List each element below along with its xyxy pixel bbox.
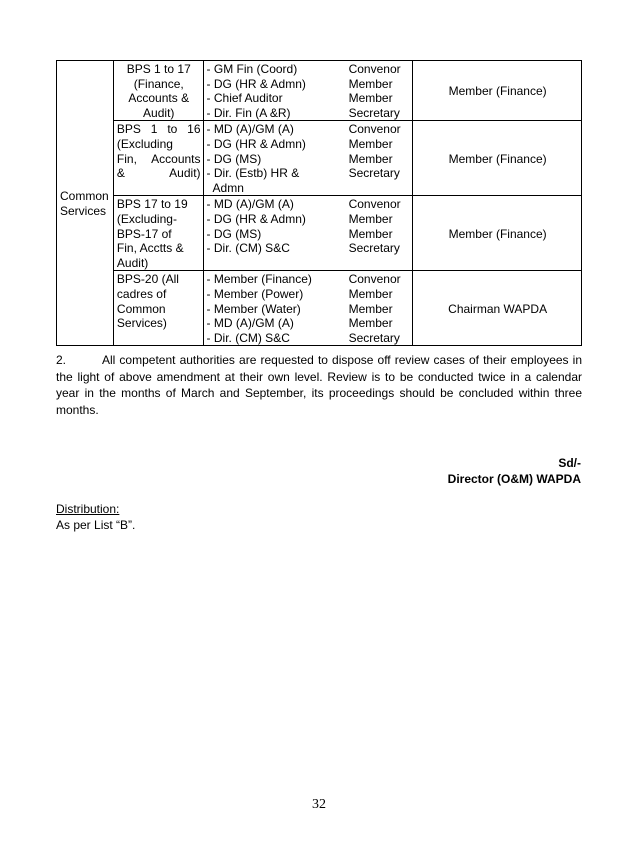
approver-cell: Member (Finance) xyxy=(413,61,582,121)
grade-line: BPS-17 of xyxy=(116,226,172,241)
review-committee-table xyxy=(56,60,582,346)
role-line: Secretary xyxy=(348,241,400,256)
grade-line: BPS 17 to 19 xyxy=(116,197,188,212)
role-line: Convenor xyxy=(348,62,401,76)
paragraph-number: 2. xyxy=(56,353,67,367)
grade-line: Audit) xyxy=(143,105,175,120)
role-line: Member xyxy=(348,76,393,91)
member-line: - DG (MS) xyxy=(206,226,262,241)
grade-line: & Audit) xyxy=(116,166,201,181)
approver-cell: Member (Finance) xyxy=(413,196,582,271)
members-cell xyxy=(203,271,346,346)
member-line: - Dir. (Estb) HR & xyxy=(206,166,300,181)
grade-line: BPS 1 to 16 xyxy=(116,122,201,137)
members-cell xyxy=(203,121,346,196)
role-line: Convenor xyxy=(348,272,401,287)
grade-cell xyxy=(113,271,203,346)
member-line: - Member (Water) xyxy=(206,301,301,316)
role-line: Secretary xyxy=(348,166,400,181)
table-row xyxy=(57,61,582,121)
member-line: - DG (MS) xyxy=(206,151,262,166)
group-label-line: Common xyxy=(60,189,109,204)
members-cell xyxy=(203,61,346,121)
sd-mark: Sd/- xyxy=(558,456,581,470)
role-line: Member xyxy=(348,301,393,316)
page-number: 32 xyxy=(312,797,326,812)
distribution-text: As per List “B”. xyxy=(56,518,136,532)
grade-line: Common xyxy=(116,301,166,316)
role-line: Member xyxy=(348,211,393,226)
grade-line: Services) xyxy=(116,316,167,331)
table-row xyxy=(57,271,582,346)
role-line: Member xyxy=(348,151,393,166)
grade-line: Fin, Accounts xyxy=(116,151,201,166)
member-line: - Member (Finance) xyxy=(206,272,312,287)
grade-line: (Finance, xyxy=(133,76,184,91)
grade-line: cadres of xyxy=(116,286,167,301)
member-line: - Member (Power) xyxy=(206,286,304,301)
grade-cell xyxy=(113,121,203,196)
approver-cell: Member (Finance) xyxy=(413,121,582,196)
role-line: Member xyxy=(348,316,393,331)
table-row xyxy=(57,121,582,196)
member-line: - MD (A)/GM (A) xyxy=(206,197,294,212)
member-line: Admn xyxy=(206,180,244,195)
role-line: Convenor xyxy=(348,122,401,137)
role-line: Member xyxy=(348,91,393,106)
role-line: Secretary xyxy=(348,330,400,345)
grade-line: Fin, Acctts & xyxy=(116,241,184,256)
member-line: - MD (A)/GM (A) xyxy=(206,316,294,331)
paragraph-text: All competent authorities are requested to dispose off review cases of their employees in the light of above amendment at their own level. Review is to be conducted twice in a calendar year in the months of March and September, its proceedings should be concluded within three months. xyxy=(56,353,582,417)
grade-line: BPS-20 (All xyxy=(116,272,179,287)
approver-cell: Chairman WAPDA xyxy=(413,271,582,346)
grade-cell xyxy=(113,196,203,271)
grade-line: (Excluding xyxy=(116,136,173,151)
grade-cell xyxy=(113,61,203,121)
role-line: Member xyxy=(348,226,393,241)
paragraph-2 xyxy=(56,352,582,418)
grade-line: (Excluding- xyxy=(116,211,177,226)
distribution-heading: Distribution: xyxy=(56,502,120,516)
grade-line: Accounts & xyxy=(128,91,190,106)
member-line: - Dir. (CM) S&C xyxy=(206,241,290,256)
roles-cell xyxy=(346,271,413,346)
members-cell xyxy=(203,196,346,271)
group-label-line: Services xyxy=(60,203,107,218)
member-line: - Dir. (CM) S&C xyxy=(206,330,290,345)
member-line: - DG (HR & Admn) xyxy=(206,136,306,151)
role-line: Member xyxy=(348,286,393,301)
role-line: Convenor xyxy=(348,197,401,212)
grade-line: Audit) xyxy=(116,255,149,270)
member-line: - Chief Auditor xyxy=(206,91,283,106)
member-line: - MD (A)/GM (A) xyxy=(206,122,294,137)
role-line: Secretary xyxy=(348,105,400,120)
roles-cell xyxy=(346,196,413,271)
roles-cell xyxy=(346,121,413,196)
role-line: Member xyxy=(348,136,393,151)
member-line: - Dir. Fin (A &R) xyxy=(206,105,291,120)
member-line: - GM Fin (Coord) xyxy=(206,62,298,76)
table-row xyxy=(57,196,582,271)
grade-line: BPS 1 to 17 xyxy=(126,62,191,76)
group-cell xyxy=(57,61,114,346)
signatory-designation: Director (O&M) WAPDA xyxy=(447,472,581,486)
member-line: - DG (HR & Admn) xyxy=(206,76,306,91)
roles-cell xyxy=(346,61,413,121)
member-line: - DG (HR & Admn) xyxy=(206,211,306,226)
